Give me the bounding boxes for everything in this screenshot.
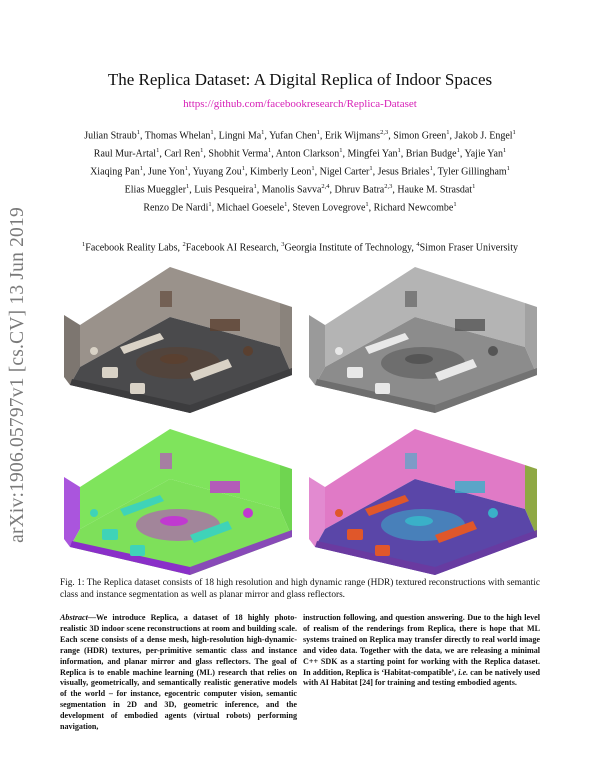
- author-name: Elias Mueggler: [124, 184, 187, 196]
- armchair: [102, 367, 118, 378]
- author-affiliation-marker: 1: [267, 146, 272, 154]
- author-affiliation-marker: 1: [456, 146, 460, 154]
- author-affiliation-marker: 1: [208, 200, 212, 208]
- paper-title: The Replica Dataset: A Digital Replica of Indoor Spaces: [107, 70, 493, 89]
- author-name: Tyler Gillingham: [437, 166, 507, 178]
- plant: [488, 346, 498, 356]
- author-affiliation-marker: 1: [369, 164, 373, 172]
- lamp: [335, 509, 343, 517]
- author-name: Renzo De Nardi: [143, 202, 209, 214]
- author-affiliation-marker: 2,4: [321, 182, 330, 190]
- author-affiliation-marker: 1: [339, 146, 343, 154]
- abstract-ie: i.e.: [458, 667, 469, 677]
- author-affiliation-marker: 1: [186, 182, 190, 190]
- author-name: Anton Clarkson: [275, 148, 340, 160]
- author-affiliation-marker: 1: [397, 146, 401, 154]
- author-name: Lingni Ma: [218, 130, 262, 142]
- author-affiliation-marker: 1: [502, 146, 507, 154]
- author-name: Thomas Whelan: [144, 130, 211, 142]
- author-name: Jakob J. Engel: [454, 130, 513, 142]
- author-name: Manolis Savva: [261, 184, 322, 196]
- affiliation-name: Facebook AI Research: [185, 242, 277, 254]
- affiliation-name: Georgia Institute of Technology: [284, 242, 412, 254]
- author-affiliation-marker: 1: [241, 164, 246, 172]
- armchair: [347, 367, 363, 378]
- author-affiliation-marker: 1: [156, 146, 160, 154]
- author-name: Hauke M. Strasdat: [397, 184, 473, 196]
- armchair: [375, 383, 390, 394]
- plant: [243, 346, 253, 356]
- affiliation-name: Facebook Reality Labs: [85, 242, 178, 254]
- author-line: Julian Straub$^1$, Thomas Whelan$^1$, Lingni Ma$^1$, Yufan Chen$^1$, Erik Wijmans$^{2,3}$, Simon Green$^1$, Jakob J. Engel$^1$: [84, 129, 516, 142]
- cabinet: [455, 481, 485, 493]
- abstract-label: Abstract: [60, 613, 88, 622]
- author-name: Julian Straub: [84, 130, 137, 142]
- wall-picture: [405, 453, 417, 469]
- author-affiliation-marker: 1: [284, 200, 288, 208]
- caption-label: Fig. 1:: [60, 578, 85, 588]
- author-name: Nigel Carter: [319, 166, 370, 178]
- author-affiliation-marker: 1: [365, 200, 369, 208]
- author-affiliation-marker: 1: [253, 182, 257, 190]
- author-line: Renzo De Nardi$^1$, Michael Goesele$^1$, Steven Lovegrove$^1$, Richard Newcombe$^1$: [143, 200, 457, 214]
- lamp: [90, 347, 98, 355]
- room-panel: [64, 267, 292, 413]
- author-name: Raul Mur-Artal: [93, 148, 157, 160]
- abstract-text-part-a: —We introduce Replica, a dataset of 18 highly photo-realistic 3D indoor scene reconstructions at room and building scale. Each scene consists of a dense mesh, high-resolution high-dynamic-range (HDR) textures, per-primitive semantic class and instance information, and planar mirror and glass reflectors. The goal of Replica is to enable machine learning (ML) research that relies on visually, geometrically, and semantically realistic generative models of the world – for instance, egocentric computer vision, semantic segmentation in 2D and 3D, geometric inference, and the development of embodied agents (virtual robots) performing navigation,: [60, 613, 297, 732]
- author-affiliation-marker: 1: [139, 164, 144, 172]
- coffee-table: [160, 516, 188, 526]
- author-list: [50, 126, 550, 216]
- author-affiliation-marker: 1: [136, 129, 140, 136]
- figure-panels: [60, 255, 540, 575]
- lamp: [90, 509, 98, 517]
- abstract-column-right: [303, 613, 540, 689]
- author-name: Richard Newcombe: [373, 202, 454, 214]
- armchair: [130, 545, 145, 556]
- caption-text: The Replica dataset consists of 18 high resolution and high dynamic range (HDR) textured reconstructions with semantic class and instance segmentation as well as planar mirror and glass reflectors.: [60, 578, 540, 601]
- author-name: Yuyang Zou: [192, 166, 242, 178]
- author-line: Xiaqing Pan$^1$, June Yon$^1$, Yuyang Zou$^1$, Kimberly Leon$^1$, Nigel Carter$^1$, Jesus Briales$^1$, Tyler Gillingham$^1$: [90, 164, 510, 178]
- figure-caption: [60, 577, 540, 602]
- room-panel: [64, 429, 292, 575]
- affiliation-name: Simon Fraser University: [419, 242, 518, 254]
- abstract-text-part-c: can be natively used with AI Habitat [24] for training and testing embodied agents.: [303, 667, 540, 688]
- cabinet: [210, 481, 240, 493]
- author-line: Elias Mueggler$^1$, Luis Pesqueira$^1$, Manolis Savva$^{2,4}$, Dhruv Batra$^{2,3}$, Hauke M. Strasdat$^1$: [124, 182, 476, 196]
- room-panel: [309, 429, 537, 575]
- author-name: Yajie Yan: [464, 148, 503, 160]
- cabinet: [455, 319, 485, 331]
- coffee-table: [405, 354, 433, 364]
- affiliation-number: 1: [82, 241, 86, 248]
- author-name: Mingfei Yan: [347, 148, 398, 160]
- author-affiliation-marker: 1: [200, 146, 204, 154]
- armchair: [130, 383, 145, 394]
- affiliation-number: 4: [416, 241, 420, 248]
- repository-link[interactable]: https://github.com/facebookresearch/Replica-Dataset: [183, 98, 417, 110]
- author-affiliation-marker: 1: [472, 182, 476, 190]
- room-panel: [309, 267, 537, 413]
- cabinet: [210, 319, 240, 331]
- author-affiliation-marker: 1: [506, 164, 510, 172]
- teaser-figure: [60, 255, 540, 575]
- arxiv-stamp: arXiv:1906.05797v1 [cs.CV] 13 Jun 2019: [7, 207, 29, 543]
- author-affiliation-marker: 1: [261, 129, 265, 136]
- author-name: Carl Ren: [164, 148, 201, 160]
- author-name: Xiaqing Pan: [90, 166, 140, 178]
- author-affiliation-marker: 2,3: [384, 182, 393, 190]
- wall-picture: [160, 291, 172, 307]
- abstract-text-part-b: instruction following, and question answering. Due to the high level of realism of the renderings from Replica, there is hope that ML systems trained on Replica may transfer directly to real world image and video data. Together with the data, we are releasing a minimal C++ SDK as a starting point for working with the Replica dataset. In addition, Replica is ‘Habitat-compatible’,: [303, 613, 540, 677]
- armchair: [375, 545, 390, 556]
- author-affiliation-marker: 1: [316, 129, 320, 136]
- author-affiliation-marker: 1: [210, 129, 214, 136]
- author-name: Luis Pesqueira: [194, 184, 254, 196]
- author-name: Shobhit Verma: [208, 148, 268, 160]
- author-affiliation-marker: 1: [311, 164, 315, 172]
- author-name: Yufan Chen: [269, 130, 317, 142]
- affiliation-number: 2: [182, 241, 186, 248]
- wall-picture: [160, 453, 172, 469]
- author-affiliation-marker: 1: [453, 200, 457, 208]
- affiliation-list: $^1$Facebook Reality Labs, $^2$Facebook AI Research, $^3$Georgia Institute of Technology, $^4$Simon Fraser University: [82, 241, 518, 254]
- author-affiliation-marker: 1: [429, 164, 433, 172]
- arxiv-stamp-container: [2, 200, 34, 550]
- author-name: June Yon: [148, 166, 185, 178]
- wall-picture: [405, 291, 417, 307]
- author-name: Steven Lovegrove: [292, 202, 366, 214]
- author-affiliation-marker: 2,3: [380, 129, 389, 136]
- author-name: Erik Wijmans: [324, 130, 381, 142]
- author-affiliation-marker: 1: [446, 129, 450, 136]
- author-affiliation-marker: 1: [512, 129, 516, 136]
- author-name: Michael Goesele: [216, 202, 285, 214]
- plant: [243, 508, 253, 518]
- author-name: Simon Green: [393, 130, 447, 142]
- armchair: [102, 529, 118, 540]
- author-affiliation-marker: 1: [184, 164, 188, 172]
- lamp: [335, 347, 343, 355]
- author-name: Kimberly Leon: [250, 166, 312, 178]
- author-line: Raul Mur-Artal$^1$, Carl Ren$^1$, Shobhit Verma$^1$, Anton Clarkson$^1$, Mingfei Yan$^1$, Brian Budge$^1$, Yajie Yan$^1$: [93, 146, 507, 160]
- author-name: Brian Budge: [405, 148, 457, 160]
- author-name: Dhruv Batra: [334, 184, 385, 196]
- affiliation-number: 3: [281, 241, 285, 248]
- plant: [488, 508, 498, 518]
- armchair: [347, 529, 363, 540]
- abstract-column-left: [60, 613, 297, 733]
- coffee-table: [405, 516, 433, 526]
- author-name: Jesus Briales: [377, 166, 430, 178]
- coffee-table: [160, 354, 188, 364]
